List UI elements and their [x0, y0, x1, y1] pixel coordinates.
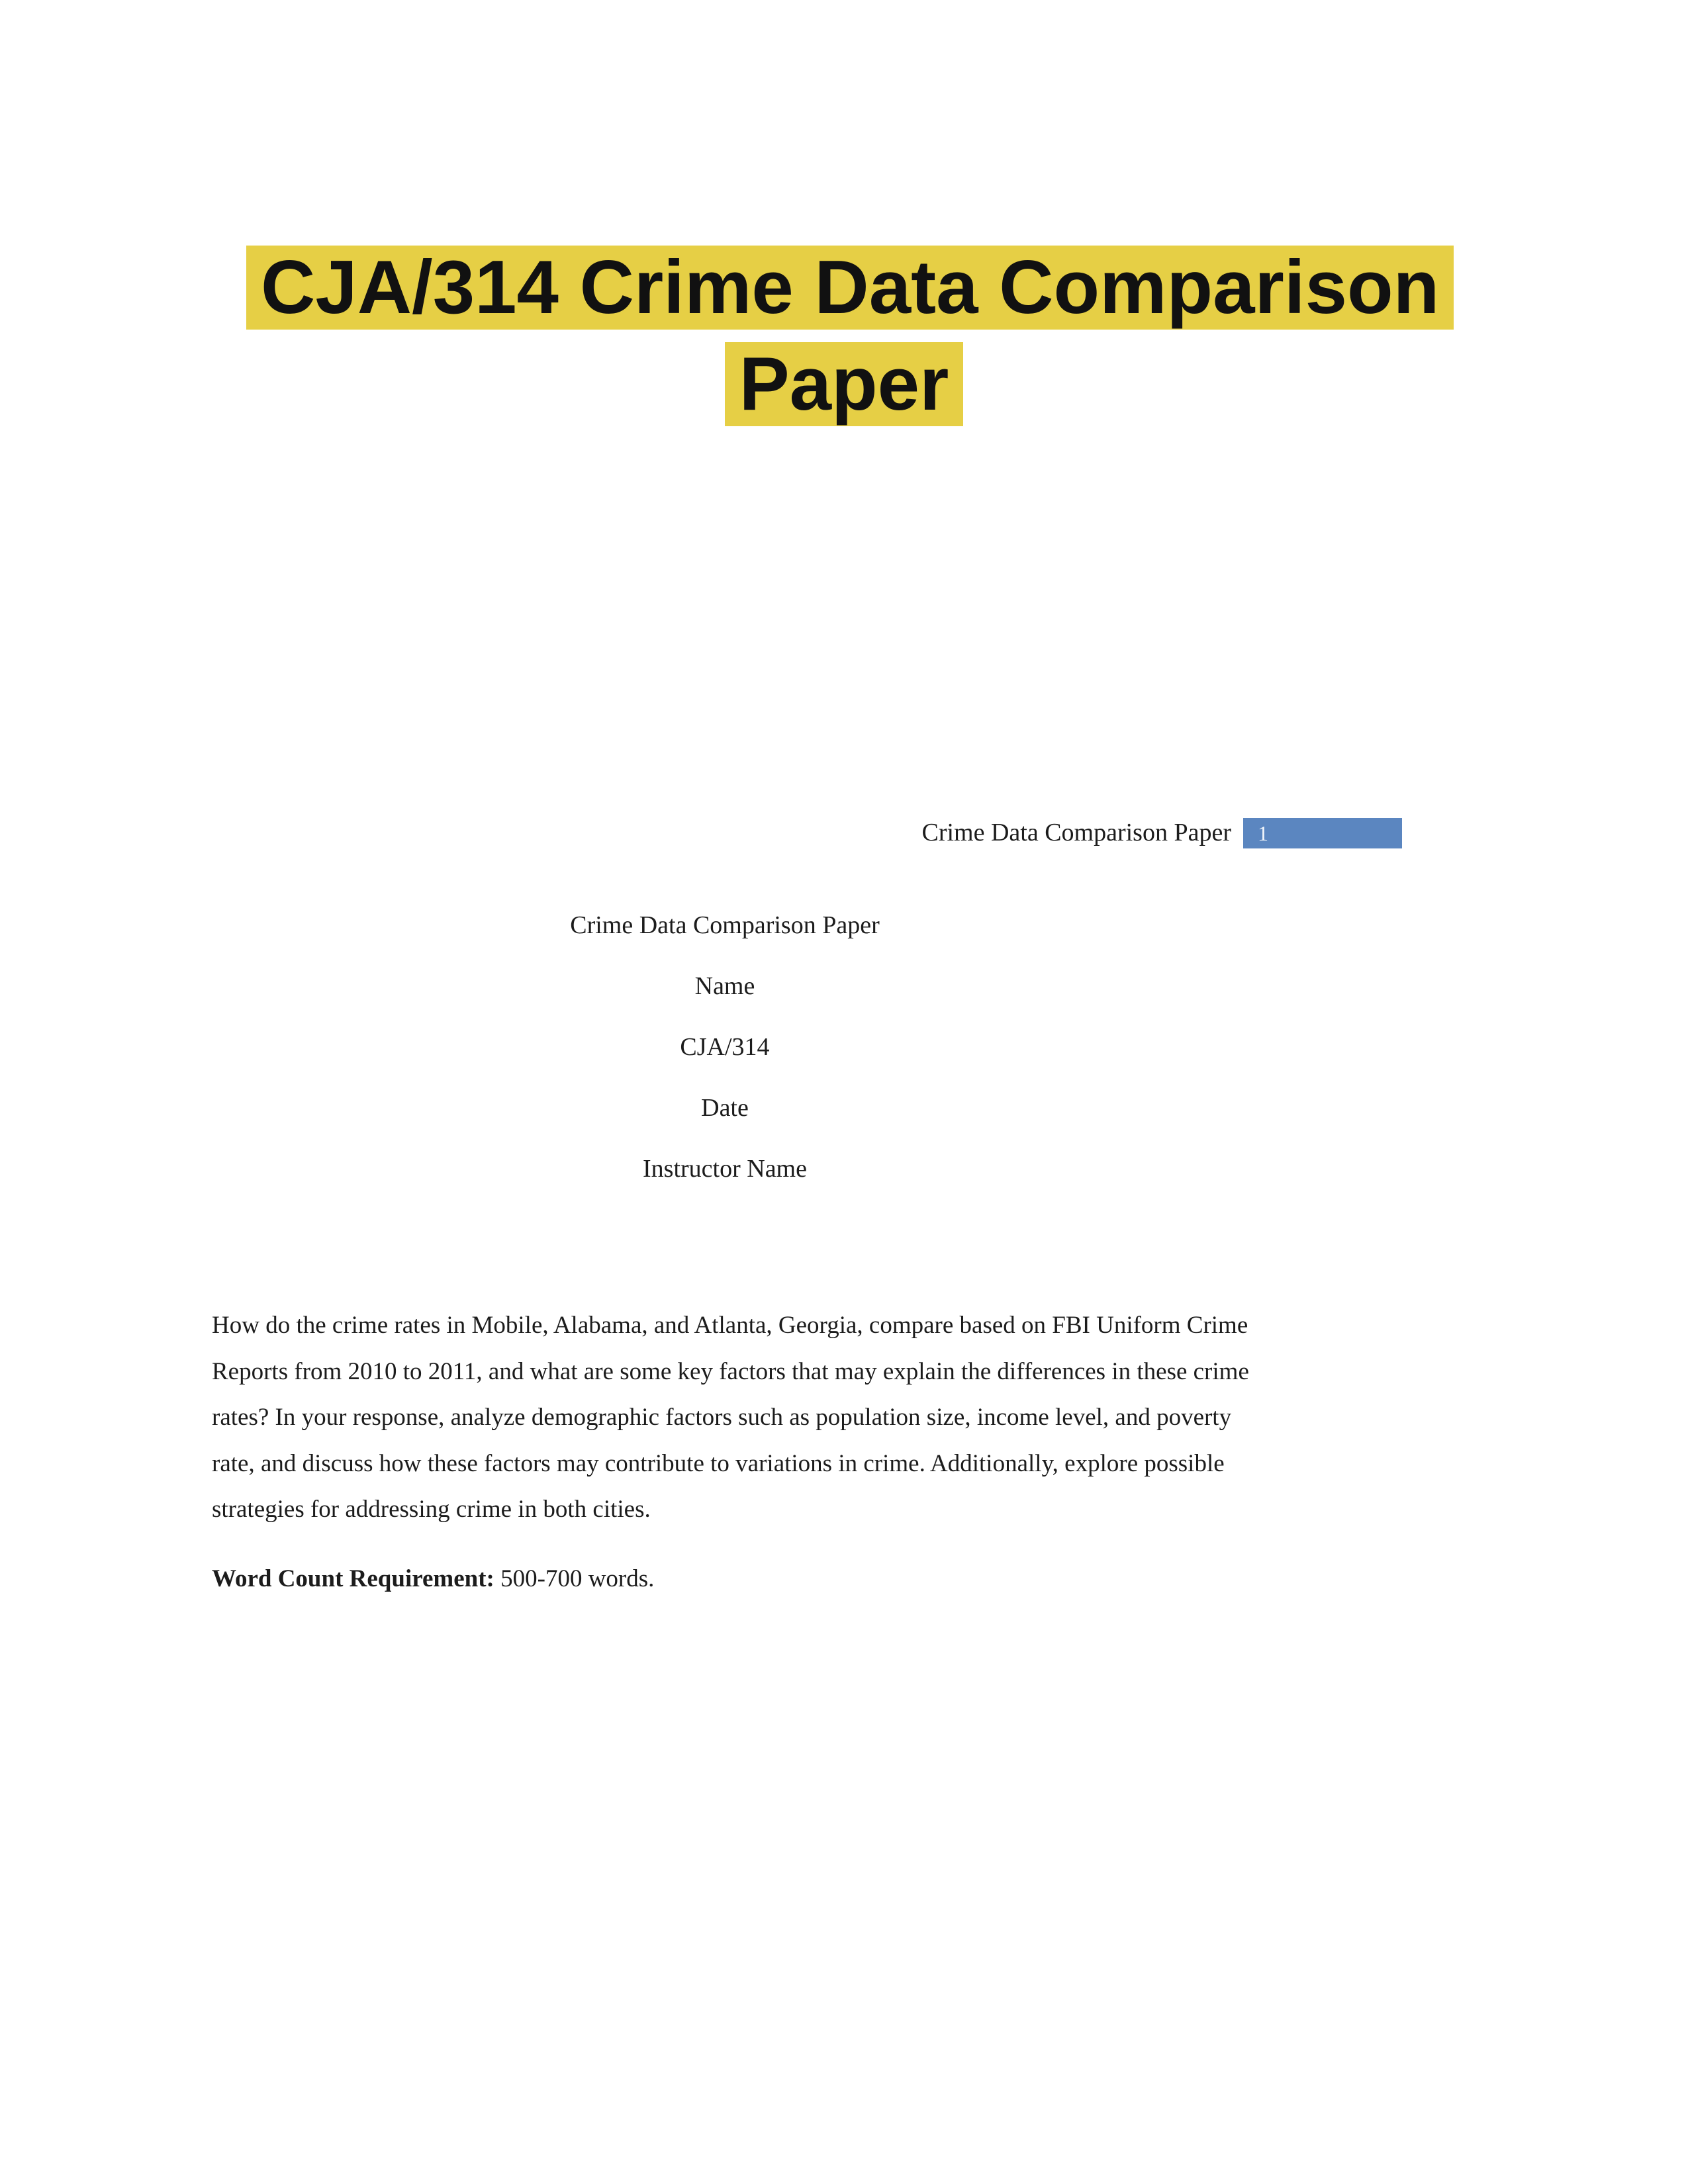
course-code: CJA/314 [680, 1033, 770, 1061]
assignment-prompt: How do the crime rates in Mobile, Alabama, and Atlanta, Georgia, compare based on FBI Uniform Crime Reports from 2010 to 2011, and what are some key factors that may explain the differences in these crime rates? In your response, analyze demographic factors such as population size, income level, and poverty rate, and discuss how these factors may contribute to variations in crime. Additionally, explore possible strategies for addressing crime in both cities. [212, 1312, 1249, 1523]
running-head: Crime Data Comparison Paper [921, 819, 1231, 846]
title-page-block [463, 908, 986, 1212]
word-count-value: 500-700 words. [500, 1565, 655, 1592]
instructor-name: Instructor Name [643, 1155, 807, 1183]
page-title-highlight: CJA/314 Crime Data Comparison Paper [246, 246, 1454, 426]
author-name: Name [694, 972, 755, 1000]
word-count-requirement [212, 1562, 1251, 1596]
date-line: Date [701, 1094, 749, 1122]
paper-title: Crime Data Comparison Paper [570, 911, 880, 939]
word-count-label: Word Count Requirement: [212, 1565, 494, 1592]
page-title [246, 240, 1442, 433]
page-number-badge: 1 [1243, 818, 1402, 848]
